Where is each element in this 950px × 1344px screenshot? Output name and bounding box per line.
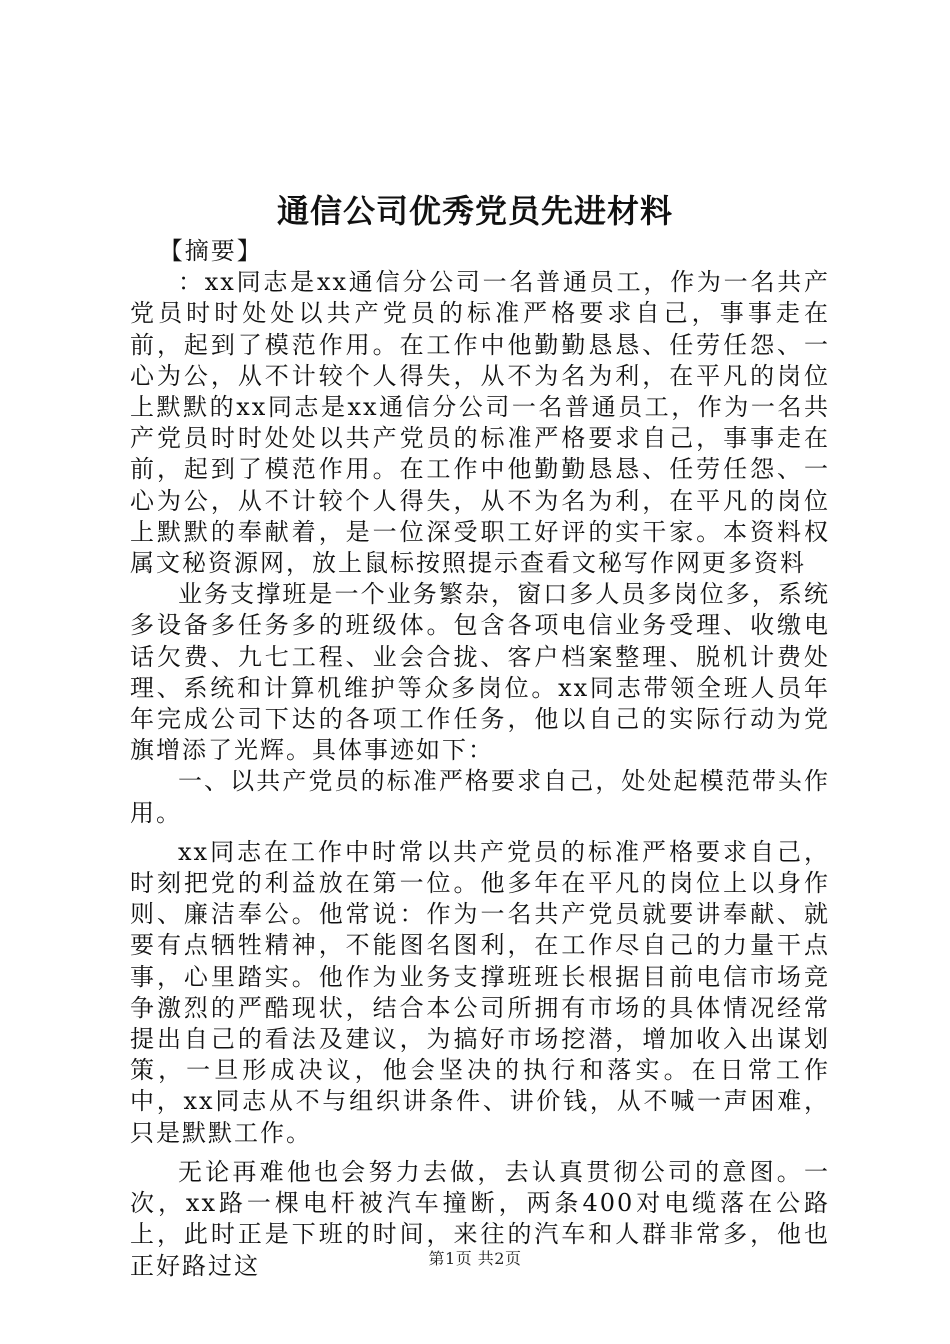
section-heading: 一、以共产党员的标准严格要求自己，处处起模范带头作用。 bbox=[130, 767, 830, 827]
document-body bbox=[130, 236, 830, 1282]
body-paragraph: 无论再难他也会努力去做，去认真贯彻公司的意图。一次，xx路一棵电杆被汽车撞断，两条400对电缆落在公路上，此时正是下班的时间，来往的汽车和人群非常多，他也正好路过这 bbox=[130, 1157, 830, 1280]
body-paragraph: 业务支撑班是一个业务繁杂，窗口多人员多岗位多，系统多设备多任务多的班级体。包含各项电信业务受理、收缴电话欠费、九七工程、业会合拢、客户档案整理、脱机计费处理、系统和计算机维护等众多岗位。xx同志带领全班人员年年完成公司下达的各项工作任务，他以自己的实际行动为党旗增添了光辉。具体事迹如下： bbox=[130, 580, 830, 765]
document-title: 通信公司优秀党员先进材料 bbox=[276, 192, 673, 230]
summary-paragraph: ：xx同志是xx通信分公司一名普通员工，作为一名共产党员时时处处以共产党员的标准严格要求自己，事事走在前，起到了模范作用。在工作中他勤勤恳恳、任劳任怨、一心为公，从不计较个人得失，从不为名为利，在平凡的岗位上默默的xx同志是xx通信分公司一名普通员工，作为一名共产党员时时处处以共产党员的标准严格要求自己，事事走在前，起到了模范作用。在工作中他勤勤恳恳、任劳任怨、一心为公，从不计较个人得失，从不为名为利，在平凡的岗位上默默的奉献着，是一位深受职工好评的实干家。本资料权属文秘资源网，放上鼠标按照提示查看文秘写作网更多资料 bbox=[130, 268, 830, 578]
body-paragraph: xx同志在工作中时常以共产党员的标准严格要求自己，时刻把党的利益放在第一位。他多年在平凡的岗位上以身作则、廉洁奉公。他常说：作为一名共产党员就要讲奉献、就要有点牺牲精神，不能图名图利，在工作尽自己的力量干点事，心里踏实。他作为业务支撑班班长根据目前电信市场竞争激烈的严酷现状，结合本公司所拥有市场的具体情况经常提出自己的看法及建议，为搞好市场挖潜，增加收入出谋划策，一旦形成决议，他会坚决的执行和落实。在日常工作中，xx同志从不与组织讲条件、讲价钱，从不喊一声困难，只是默默工作。 bbox=[130, 837, 830, 1147]
page-footer: 第1页 共2页 bbox=[428, 1249, 522, 1268]
summary-label: 【摘要】 bbox=[158, 237, 263, 265]
